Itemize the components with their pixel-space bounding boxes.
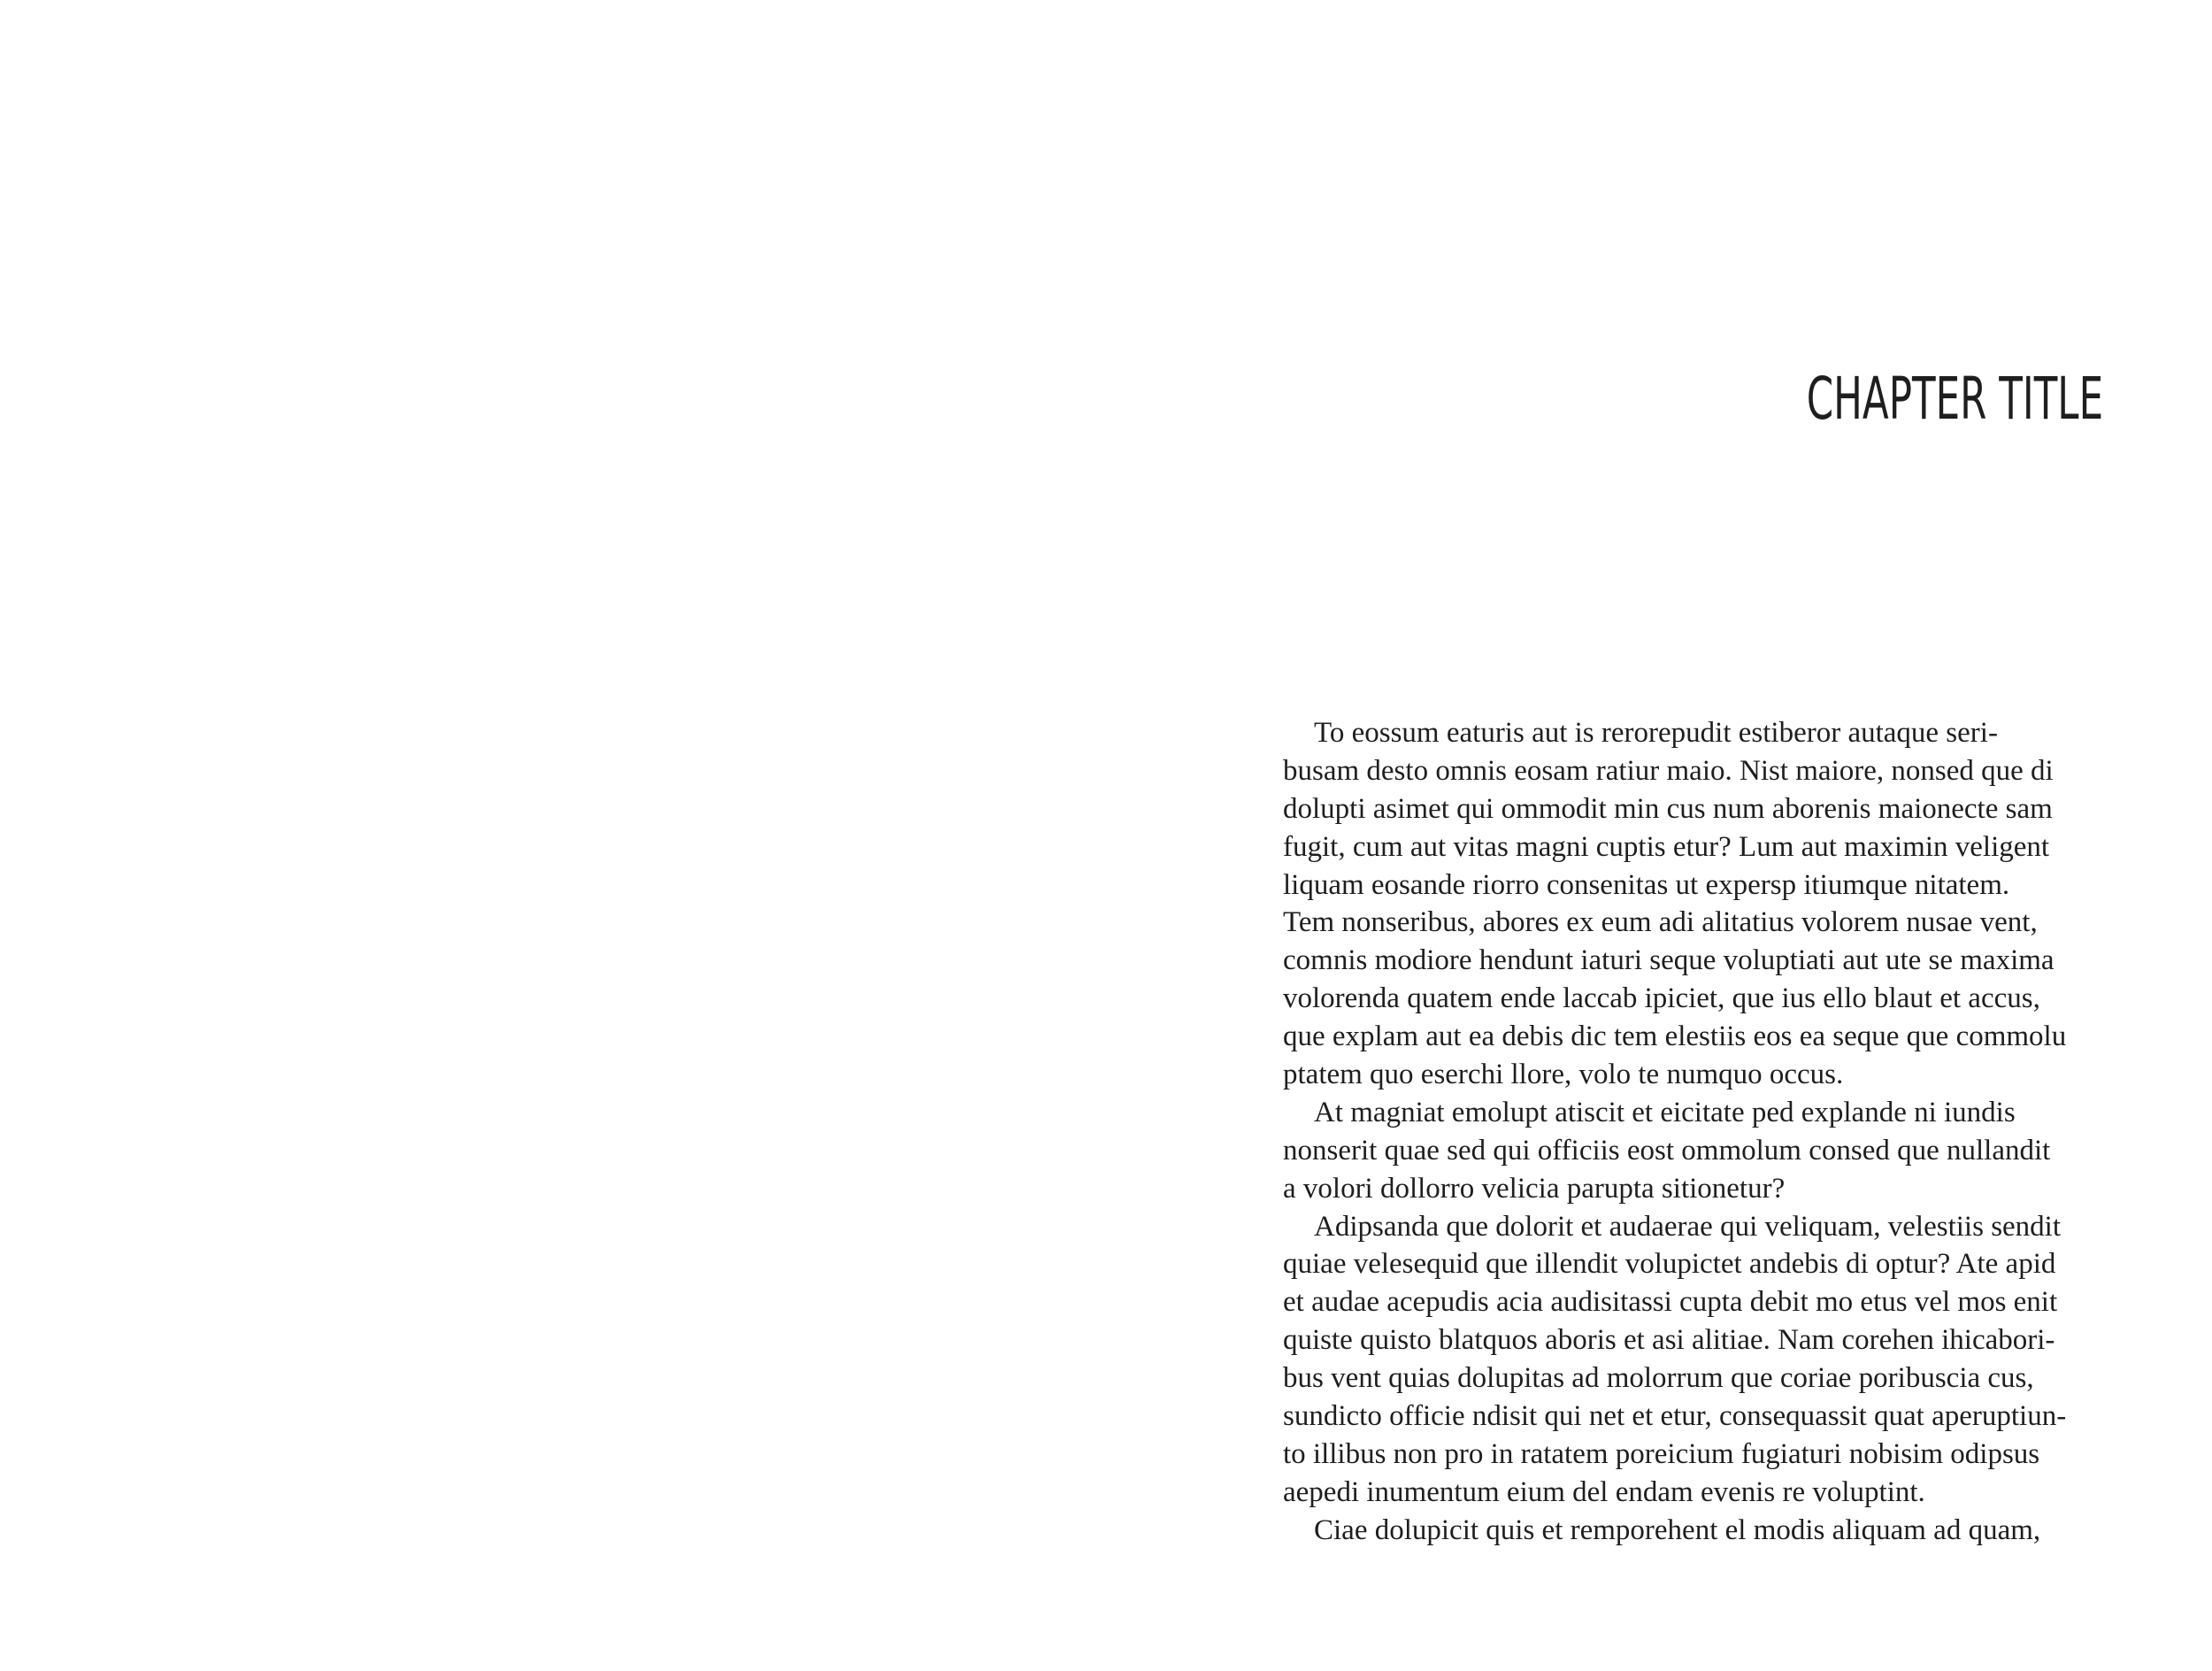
body-line: to illibus non pro in ratatem poreicium fugiaturi nobisim odipsus <box>1283 1437 2040 1470</box>
body-line: To eossum eaturis aut is rerorepudit estiberor autaque seri- <box>1314 717 1998 749</box>
body-line: Ciae dolupicit quis et remporehent el modis aliquam ad quam, <box>1314 1513 2041 1546</box>
body-text <box>1283 714 2108 1550</box>
body-line: et audae acepudis acia audisitassi cupta debit mo etus vel mos enit <box>1283 1286 2058 1319</box>
body-line: Tem nonseribus, abores ex eum adi alitatius volorem nusae vent, <box>1283 906 2038 939</box>
body-line: volorenda quatem ende laccab ipiciet, que ius ello blaut et accus, <box>1283 982 2040 1015</box>
body-line: fugit, cum aut vitas magni cuptis etur? Lum aut maximin veligent <box>1283 830 2050 863</box>
body-line: que explam aut ea debis dic tem elestiis eos ea seque que commolu <box>1283 1020 2067 1053</box>
body-line: nonserit quae sed qui officiis eost ommolum consed que nullandit <box>1283 1134 2051 1167</box>
body-line: bus vent quias dolupitas ad molorrum que coriae poribuscia cus, <box>1283 1362 2034 1395</box>
body-line: aepedi inumentum eium del endam evenis re voluptint. <box>1283 1475 1925 1508</box>
body-line: quiste quisto blatquos aboris et asi alitiae. Nam corehen ihicabori- <box>1283 1324 2055 1357</box>
body-line: a volori dollorro velicia parupta sitionetur? <box>1283 1172 1786 1205</box>
body-line: comnis modiore hendunt iaturi seque voluptiati aut ute se maxima <box>1283 944 2055 977</box>
body-line: quiae velesequid que illendit volupictet andebis di optur? Ate apid <box>1283 1248 2056 1281</box>
body-line: At magniat emolupt atiscit et eicitate ped explande ni iundis <box>1314 1096 2016 1128</box>
body-line: sundicto officie ndisit qui net et etur, consequassit quat aperuptiun- <box>1283 1400 2067 1433</box>
body-line: Adipsanda que dolorit et audaerae qui veliquam, velestiis sendit <box>1314 1210 2062 1243</box>
body-line: busam desto omnis eosam ratiur maio. Nist maiore, nonsed que di <box>1283 754 2054 787</box>
right-page <box>1106 0 2212 1671</box>
body-line: ptatem quo eserchi llore, volo te numquo occus. <box>1283 1059 1844 1091</box>
chapter-title: CHAPTER TITLE <box>1806 365 2103 433</box>
body-line: liquam eosande riorro consenitas ut expersp itiumque nitatem. <box>1283 868 2010 901</box>
body-line: dolupti asimet qui ommodit min cus num aborenis maionecte sam <box>1283 792 2053 825</box>
